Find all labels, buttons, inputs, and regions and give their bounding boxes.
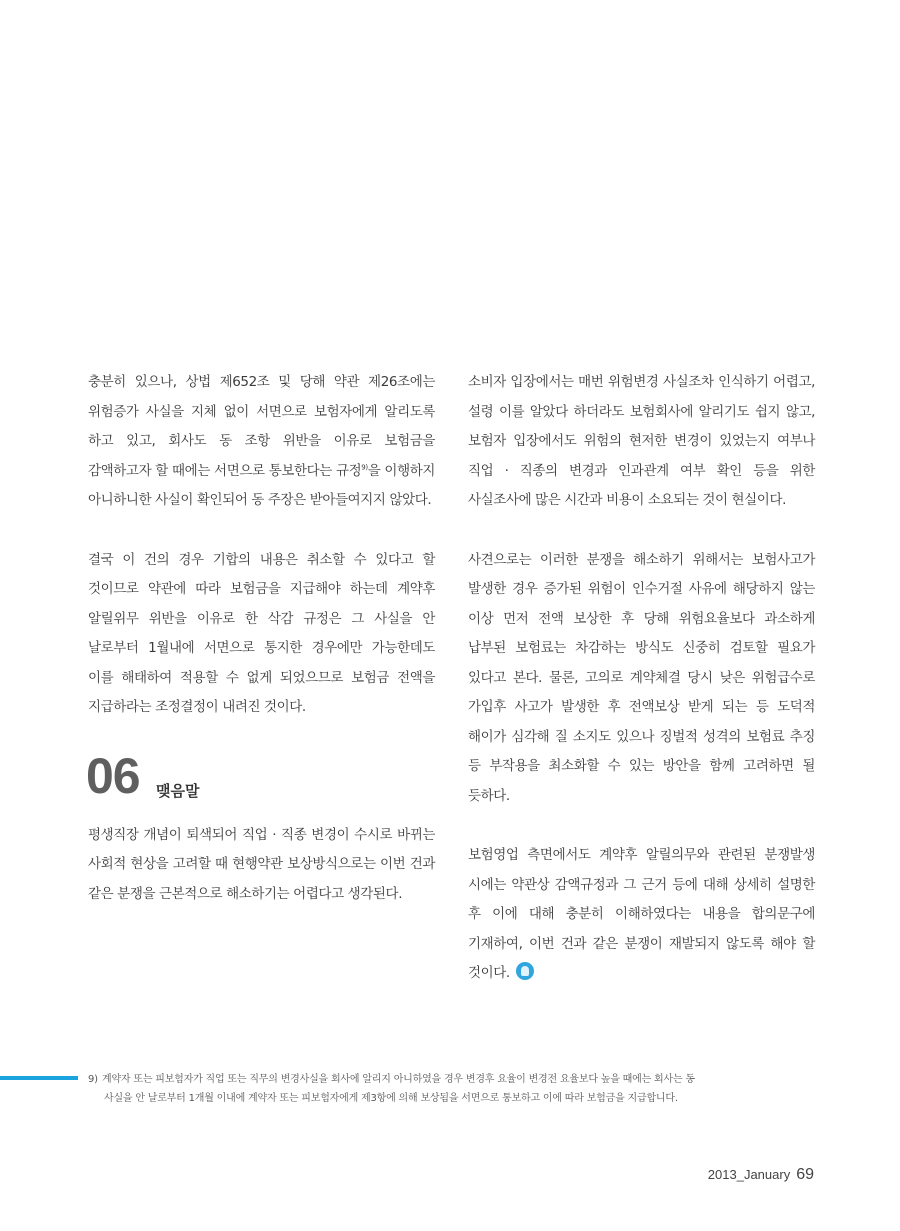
body-paragraph [88,368,435,516]
body-paragraph: 결국 이 건의 경우 기합의 내용은 취소할 수 있다고 할 것이므로 약관에 따라 보험금을 지급해야 하는데 계약후 알릴위무 위반을 이유로 한 삭감 규정은 그 사실을 안 날로부터 1월내에 서면으로 통지한 경우에만 가능한데도 이를 해태하여 적용할 수 없게 되었으므로 보험금 전액을 지급하라는 조정결정이 내려진 것이다. [88,551,435,715]
issue-label: 2013_January [707,1167,791,1182]
footnote-text: 계약자 또는 피보험자가 직업 또는 직무의 변경사실을 회사에 알리지 아니하였을 경우 변경후 요율이 변경전 요율보다 높을 때에는 회사는 동 [102,1074,695,1085]
footnote-number: 9) [88,1074,98,1085]
section-title: 맺음말 [156,781,200,800]
left-column [88,368,435,909]
article-end-icon [516,962,534,980]
paragraph-text: 보험영업 측면에서도 계약후 알릴의무와 관련된 분쟁발생 시에는 약관상 감액규정과 그 근거 등에 대해 상세히 설명한 후 이에 대해 충분히 이해하였다는 내용을 합의문구에 기재하여, 이번 건과 같은 분쟁이 재발되지 않도록 해야 할 것이다. [468,847,815,981]
body-paragraph [468,841,815,989]
body-paragraph: 소비자 입장에서는 매번 위험변경 사실조차 인식하기 어렵고, 설령 이를 알았다 하더라도 보험회사에 알리기도 쉽지 않고, 보험자 입장에서도 위험의 현저한 변경이 있었는지 여부나 직업 · 직종의 변경과 인과관계 여부 확인 등을 위한 사실조사에 많은 시간과 비용이 소요되는 것이 현실이다. [468,374,815,508]
section-heading [88,725,435,821]
body-paragraph: 사견으로는 이러한 분쟁을 해소하기 위해서는 보험사고가 발생한 경우 증가된 위험이 인수거절 사유에 해당하지 않는 이상 먼저 전액 보상한 후 당해 위험요율보다 과소하게 납부된 보험료는 차감하는 방식도 신중히 검토할 필요가 있다고 본다. 물론, 고의로 계약체결 당시 낮은 위험급수로 가입후 사고가 발생한 후 전액보상 받게 되는 등 도덕적 해이가 심각해 질 소지도 있으나 징벌적 성격의 보험료 추징 등 부작용을 최소화할 수 있는 방안을 함께 고려하면 될 듯하다. [468,551,815,804]
footnote [88,1070,818,1108]
footnote-accent-bar [0,1076,78,1080]
page-footer [708,1166,814,1184]
footnote-reference[interactable]: 9) [361,463,368,471]
paragraph-text-tail: 을 이행하지 아니하니한 사실이 확인되어 동 주장은 받아들여지지 않았다. [88,462,435,508]
body-paragraph: 평생직장 개념이 퇴색되어 직업 · 직종 변경이 수시로 바뀌는 사회적 현상을 고려할 때 현행약관 보상방식으로는 이번 건과 같은 분쟁을 근본적으로 해소하기는 어렵다고 생각된다. [88,826,435,902]
footnote-line: 사실을 안 날로부터 1개월 이내에 계약자 또는 피보험자에게 제3항에 의해 보상됨을 서면으로 통보하고 이에 따라 보험금을 지급합니다. [104,1093,678,1104]
page-number: 69 [796,1166,814,1183]
paragraph-text: 충분히 있으나, 상법 제652조 및 당해 약관 제26조에는 위험증가 사실을 지체 없이 서면으로 보험자에게 알리도록 하고 있고, 회사도 동 조항 위반을 이유로 보험금을 감액하고자 할 때에는 서면으로 통보한다는 규정 [88,374,435,479]
footnote-line [88,1070,818,1089]
right-column [468,368,815,989]
section-number: 06 [86,747,140,804]
